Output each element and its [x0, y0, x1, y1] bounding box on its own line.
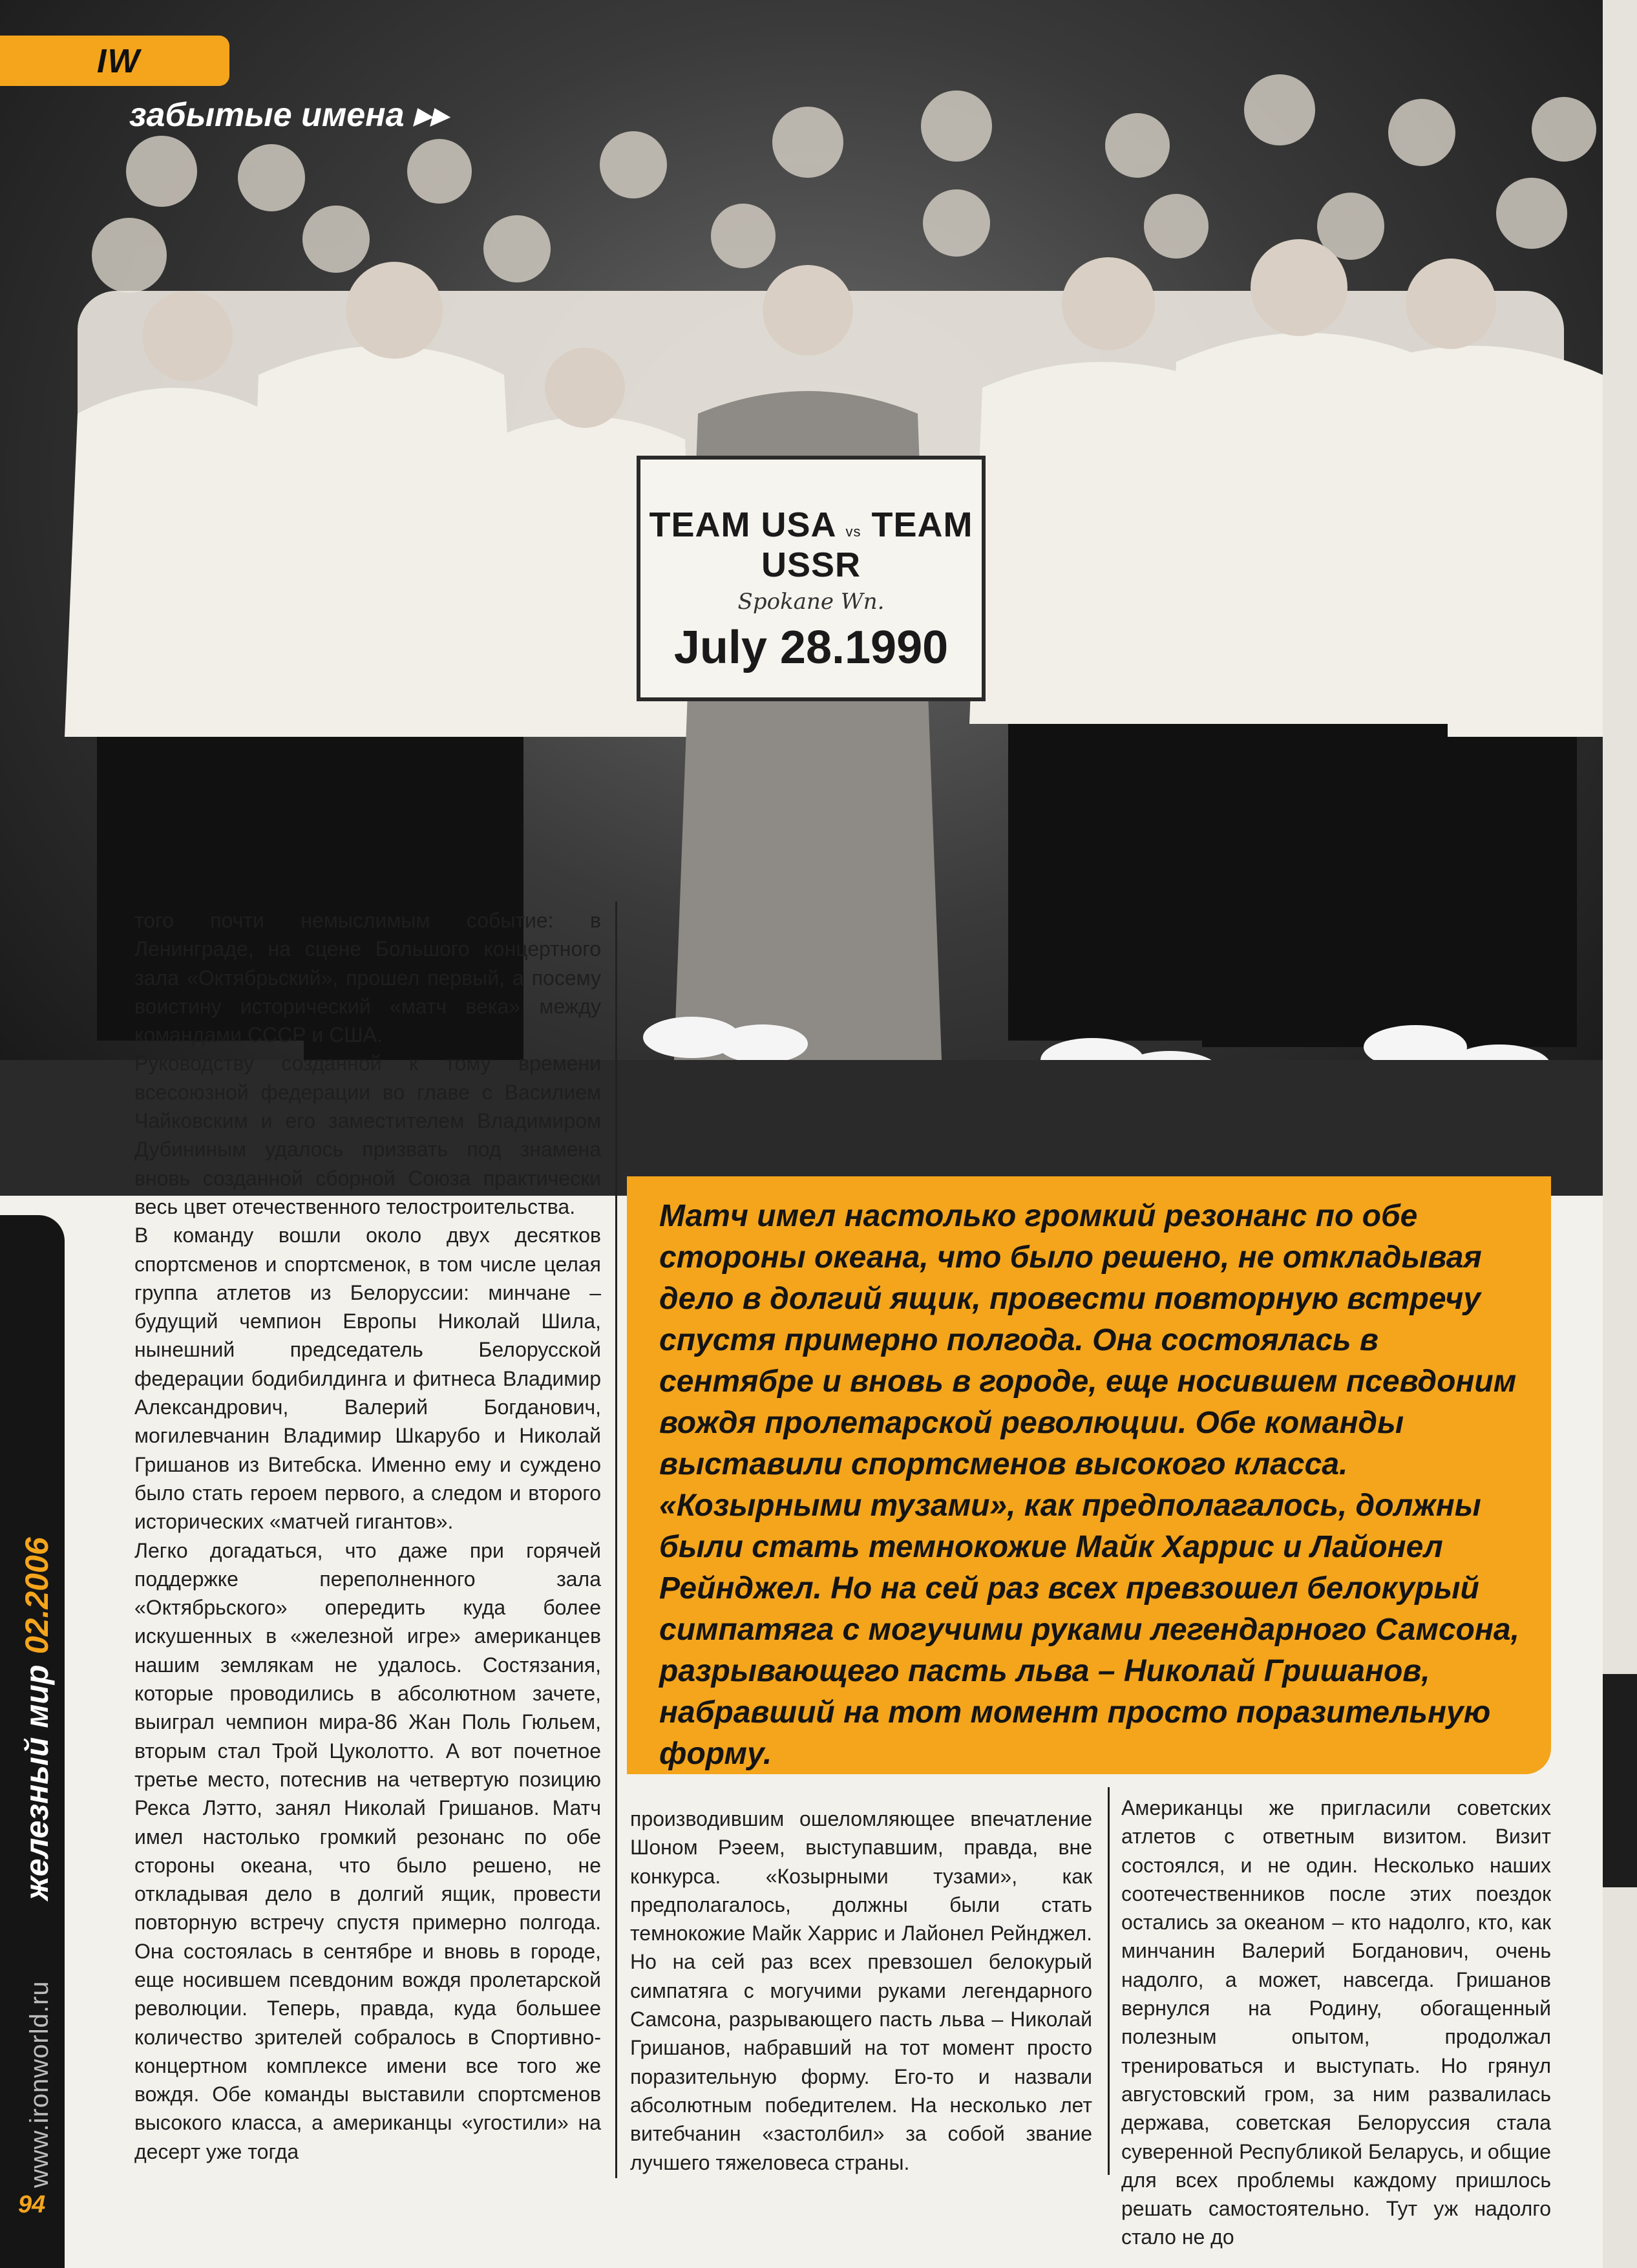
sign-city: Spokane Wn.	[737, 589, 885, 615]
section-title: забытые имена ▸▸	[129, 96, 448, 134]
page-edge	[1603, 0, 1637, 2268]
article-column-3	[1121, 1794, 1551, 2252]
paragraph: производившим ошеломляющее впечатление Шоном Рэеем, выступавшим, правда, вне конкурса. «Козырными тузами», как предполагалось, должны были стать темнокожие Майк Харрис и Лайонел Рейнджел. Но на сей раз всех превзошел белокурый симпатяга с могучими руками легендарного Самсона, разрывающего пасть льва – Николай Гришанов, набравший на тот момент просто поразительную форму. Его-то и назвали абсолютным победителем. На несколько лет витебчанин «застолбил» за собой звание лучшего тяжеловеса страны.	[630, 1807, 1092, 2174]
sign-team-right: TEAM USSR	[761, 505, 973, 584]
sidebar-vertical-text	[18, 1251, 57, 2188]
paragraph: В команду вошли около двух десятков спортсменов и спортсменок, в том числе целая группа атлетов из Белоруссии: минчане – будущий чемпион Европы Николай Шила, нынешний председатель Белорусской федерации бодибилдинга и фитнеса Владимир Александрович, Валерий Богданович, могилевчанин Владимир Шкарубо и Николай Гришанов из Витебска. Именно ему и суждено было стать героем первого, а следом и второго исторических «матчей гигантов».	[134, 1224, 601, 1534]
column-divider	[615, 902, 617, 2178]
issue-number: 02.2006	[19, 1537, 55, 1655]
magazine-sidebar	[0, 1215, 65, 2268]
paragraph: Легко догадаться, что даже при горячей поддержке переполненного зала «Октябрьского» опередить куда более искушенных в «железной игре» американцев нашим землякам не удалось. Состязания, которые проводились в абсолютном зачете, выиграл чемпион мира-86 Жан Поль Гюльем, вторым стал Трой Цуколотто. А вот почетное третье место, потеснив на четвертую позицию Рекса Лэтто, занял Николай Гришанов. Матч имел настолько громкий резонанс по обе стороны океана, что было решено, не откладывая дело в долгий ящик, провести повторную встречу спустя примерно полгода. Она состоялась в сентябре и вновь в городе, еще носившем псевдоним вождя пролетарской революции. Теперь, правда, куда большее количество зрителей собралось в Спортивно-концертном комплексе имени все того же вождя. Обе команды выставили спортсменов высокого класса, а американцы «угостили» на десерт уже тогда	[134, 1538, 601, 2163]
section-tab-label: IW	[97, 43, 141, 80]
page-number: 94	[18, 2191, 46, 2218]
article-column-1	[134, 906, 601, 2166]
sign-vs: vs	[845, 524, 861, 540]
section-tab	[0, 36, 229, 86]
pull-quote	[627, 1176, 1551, 1774]
sign-teams	[640, 505, 982, 585]
article-column-2	[630, 1805, 1092, 2177]
magazine-name: железный мир	[19, 1664, 55, 1901]
sign-team-left: TEAM USA	[649, 505, 836, 544]
paragraph: Американцы же пригласили советских атлетов с ответным визитом. Визит состоялся, и не один. Несколько наших соотечественников после этих поездок остались за океаном – кто надолго, кто, как минчанин Валерий Богданович, очень надолго, а может, навсегда. Гришанов вернулся на Родину, обогащенный полезным опытом, продолжал тренироваться и выступать. Но грянул августовский гром, за ним развалилась держава, советская Белоруссия стала суверенной Республикой Беларусь, и общие для всех проблемы каждому пришлось решать самостоятельно. Тут уж надолго стало не до	[1121, 1796, 1551, 2249]
sign-date: July 28.1990	[673, 622, 949, 673]
paragraph: Руководству созданной к тому времени всесоюзной федерации во главе с Василием Чайковским и его заместителем Владимиром Дубининым удалось призвать под знамена вновь созданной сборной Союза практически весь цвет отечественного телостроительства.	[134, 1052, 601, 1218]
paragraph: того почти немыслимым событие: в Ленинграде, на сцене Большого концертного зала «Октябрьский», прошел первый, а посему воистину исторический «матч века» между командами СССР и США.	[134, 909, 601, 1047]
page-edge-tab	[1603, 1674, 1637, 1887]
pull-quote-text: Матч имел настолько громкий резонанс по обе стороны океана, что было решено, не откладывая дело в долгий ящик, провести повторную встречу спустя примерно полгода. Она состоялась в сентябре и вновь в городе, еще носившем псевдоним вождя пролетарской революции. Обе команды выставили спортсменов высокого класса. «Козырными тузами», как предполагалось, должны были стать темнокожие Майк Харрис и Лайонел Рейнджел. Но на сей раз всех превзошел белокурый симпатяга с могучими руками легендарного Самсона, разрывающего пасть льва – Николай Гришанов, набравший на тот момент просто поразительную форму.	[659, 1199, 1519, 1771]
website-url: www.ironworld.ru	[25, 1980, 54, 2188]
column-divider	[1108, 1787, 1110, 2175]
team-sign	[637, 456, 986, 701]
